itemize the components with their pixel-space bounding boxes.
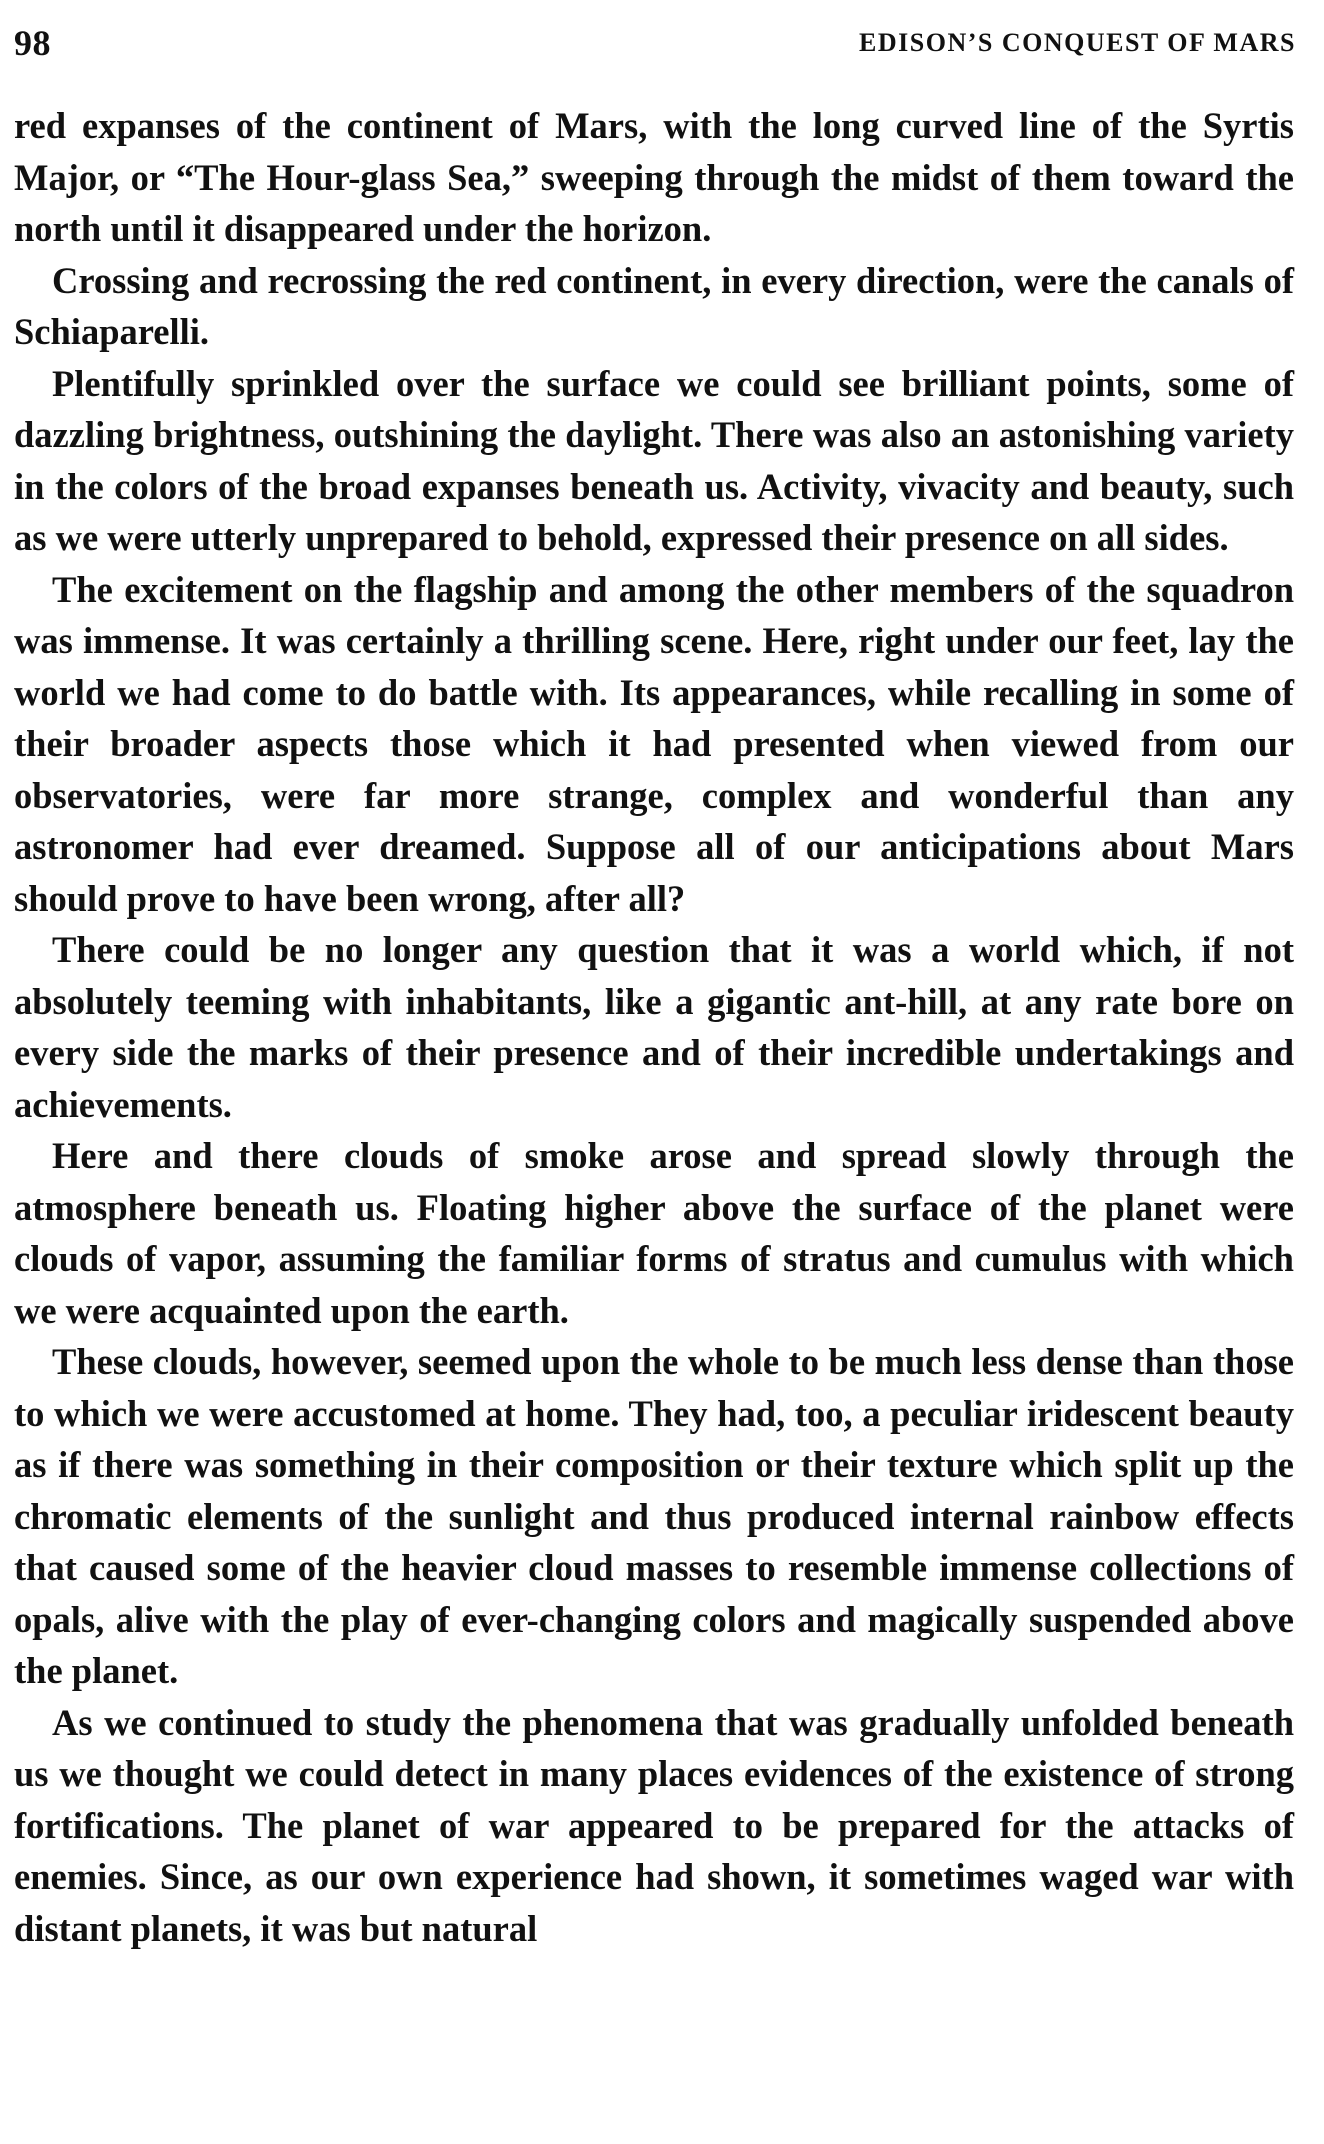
body-text [14, 100, 1294, 1954]
paragraph: The excitement on the flagship and among the other members of the squadron was immense. It was certainly a thrilling scene. Here, right under our feet, lay the world we had come to do battle with. Its appearances, while recalling in some of their broader aspects those which it had presented when viewed from our observatories, were far more strange, complex and wonderful than any astronomer had ever dreamed. Suppose all of our anticipations about Mars should prove to have been wrong, after all? [14, 568, 1294, 919]
paragraph: These clouds, however, seemed upon the whole to be much less dense than those to which we were accustomed at home. They had, too, a peculiar iridescent beauty as if there was something in their composition or their texture which split up the chromatic elements of the sunlight and thus produced internal rainbow effects that caused some of the heavier cloud masses to resemble immense collections of opals, alive with the play of ever-changing colors and magically suspended above the planet. [14, 1341, 1294, 1691]
paragraph: Crossing and recrossing the red continent, in every direction, were the canals of Schiaparelli. [14, 259, 1294, 352]
paragraph: red expanses of the continent of Mars, with the long curved line of the Syrtis Major, or “The Hour-glass Sea,” sweeping through the midst of them toward the north until it disappeared under the horizon. [14, 105, 1294, 249]
page-number: 98 [14, 23, 51, 63]
paragraph: There could be no longer any question that it was a world which, if not absolutely teeming with inhabitants, like a gigantic ant-hill, at any rate bore on every side the marks of their presence and of their incredible undertakings and achievements. [14, 929, 1294, 1125]
paragraph: As we continued to study the phenomena that was gradually unfolded beneath us we thought we could detect in many places evidences of the existence of strong fortifications. The planet of war appeared to be prepared for the attacks of enemies. Since, as our own experience had shown, it sometimes waged war with distant planets, it was but natural [14, 1701, 1294, 1949]
paragraph: Plentifully sprinkled over the surface we could see brilliant points, some of dazzling brightness, outshining the daylight. There was also an astonishing variety in the colors of the broad expanses beneath us. Activity, vivacity and beauty, such as we were utterly unprepared to behold, expressed their presence on all sides. [14, 362, 1294, 558]
running-head: EDISON’S CONQUEST OF MARS [859, 28, 1296, 57]
paragraph: Here and there clouds of smoke arose and spread slowly through the atmosphere beneath us. Floating higher above the surface of the planet were clouds of vapor, assuming the familiar forms of stratus and cumulus with which we were acquainted upon the earth. [14, 1135, 1294, 1331]
page-header [14, 22, 1296, 66]
